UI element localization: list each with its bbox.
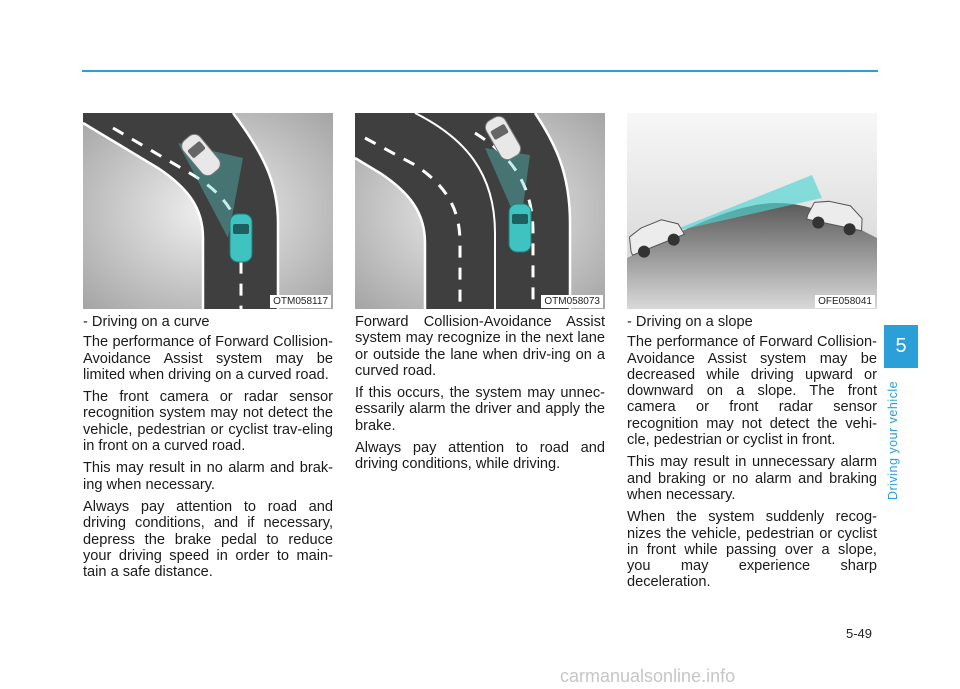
text-column-2 [355, 314, 605, 479]
slope-illustration [627, 113, 877, 309]
figure-code: OTM058117 [270, 295, 331, 308]
paragraph: Forward Collision-Avoidance Assist system may recognize in the next lane or outside the lane when driv-ing on a curved road. [355, 314, 605, 379]
paragraph: The performance of Forward Collision-Avoidance Assist system may be limited when driving on a curved road. [83, 334, 333, 383]
figure-curve-road [83, 113, 333, 309]
paragraph: When the system suddenly recog-nizes the vehicle, pedestrian or cyclist in front while passing over a slope, you may experience sharp deceleration. [627, 509, 877, 591]
text-column-3 [627, 314, 877, 597]
text-column-1 [83, 314, 333, 586]
next-lane-illustration [355, 113, 605, 309]
chapter-title: Driving your vehicle [886, 380, 900, 500]
paragraph: Always pay attention to road and driving conditions, and if necessary, depress the brake pedal to reduce your driving speed in order to main-tain a safe distance. [83, 498, 333, 581]
figure-slope [627, 113, 877, 309]
figure-code: OTM058073 [541, 295, 603, 308]
paragraph: This may result in unnecessary alarm and braking or no alarm and braking when necessary. [627, 454, 877, 503]
curve-road-illustration [83, 113, 333, 309]
paragraph: If this occurs, the system may unnec-essarily alarm the driver and apply the brake. [355, 385, 605, 434]
subheading-driving-on-curve: - Driving on a curve [83, 314, 210, 330]
chapter-tab: 5 [884, 325, 918, 368]
paragraph: Always pay attention to road and driving conditions, while driving. [355, 440, 605, 473]
paragraph: This may result in no alarm and brak-ing when necessary. [83, 460, 333, 493]
subheading-driving-on-slope: - Driving on a slope [627, 314, 753, 330]
page-number: 5-49 [846, 626, 873, 641]
figure-code: OFE058041 [815, 295, 875, 308]
paragraph: The performance of Forward Collision-Avoidance Assist system may be decreased while driving upward or downward on a slope. The front camera or front radar sensor recognition may not detect the vehi-cle, pedestrian or cyclist in front. [627, 334, 877, 449]
header-rule [82, 70, 878, 72]
figure-curve-next-lane [355, 113, 605, 309]
paragraph: The front camera or radar sensor recognition system may not detect the vehicle, pedestrian or cyclist trav-eling in front on a curved road. [83, 389, 333, 455]
watermark: carmanualsonline.info [560, 666, 736, 686]
